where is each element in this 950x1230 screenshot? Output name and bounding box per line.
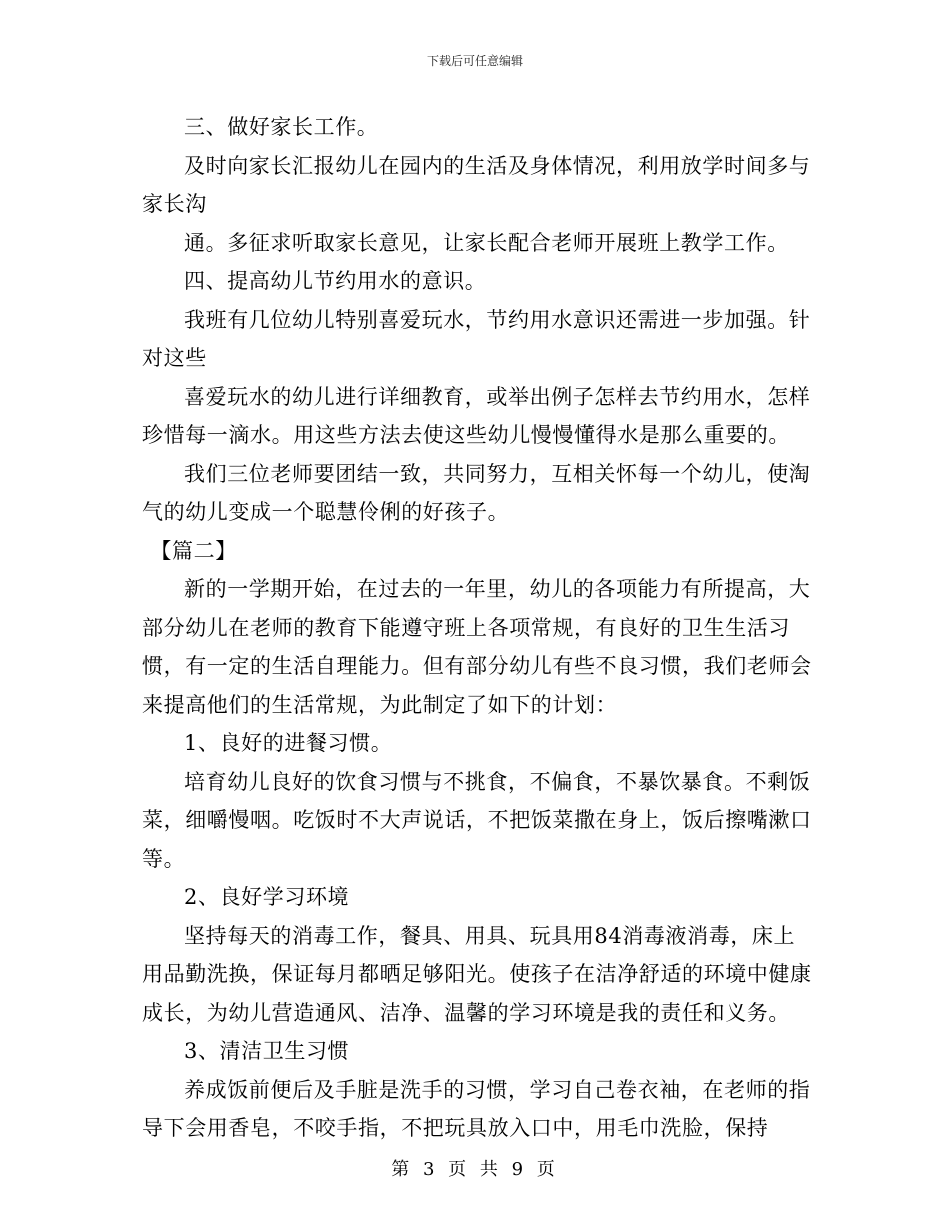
section-heading: 1、良好的进餐习惯。 (184, 731, 393, 755)
paragraph: 培育幼儿良好的饮食习惯与不挑食，不偏食，不暴饮暴食。不剩饭菜，细嚼慢咽。吃饭时不大声说话，不把饭菜撒在身上，饭后擦嘴漱口等。 (142, 769, 812, 871)
section-heading: 3、清洁卫生习惯 (184, 1039, 350, 1063)
document-body (142, 108, 812, 1148)
paragraph: 及时向家长汇报幼儿在园内的生活及身体情况，利用放学时间多与家长沟 (142, 153, 811, 216)
section-heading: 2、良好学习环境 (184, 885, 350, 909)
paragraph: 坚持每天的消毒工作，餐具、用具、玩具用84消毒液消毒，床上用品勤洗换，保证每月都晒足够阳光。使孩子在洁净舒适的环境中健康成长，为幼儿营造通风、洁净、温馨的学习环境是我的责任和义务。 (142, 923, 812, 1025)
section-heading: 三、做好家长工作。 (184, 115, 379, 139)
paragraph: 喜爱玩水的幼儿进行详细教育，或举出例子怎样去节约用水，怎样珍惜每一滴水。用这些方法去使这些幼儿慢慢懂得水是那么重要的。 (142, 384, 811, 447)
paragraph: 我班有几位幼儿特别喜爱玩水，节约用水意识还需进一步加强。针对这些 (142, 307, 811, 370)
paragraph: 养成饭前便后及手脏是洗手的习惯，学习自己卷衣袖，在老师的指导下会用香皂，不咬手指，不把玩具放入口中，用毛巾洗脸，保持 (142, 1077, 811, 1140)
chapter-heading: 【篇二】 (150, 538, 237, 563)
page-header: 下载后可任意编辑 (426, 54, 523, 68)
page-footer: 第 3 页 共 9 页 (391, 1159, 559, 1180)
paragraph: 新的一学期开始，在过去的一年里，幼儿的各项能力有所提高，大部分幼儿在老师的教育下能遵守班上各项常规，有良好的卫生生活习惯，有一定的生活自理能力。但有部分幼儿有些不良习惯，我们老师会来提高他们的生活常规，为此制定了如下的计划： (142, 577, 812, 717)
section-heading: 四、提高幼儿节约用水的意识。 (184, 269, 487, 293)
paragraph: 我们三位老师要团结一致，共同努力，互相关怀每一个幼儿，使淘气的幼儿变成一个聪慧伶俐的好孩子。 (142, 461, 811, 524)
paragraph: 通。多征求听取家长意见，让家长配合老师开展班上教学工作。 (184, 230, 789, 255)
